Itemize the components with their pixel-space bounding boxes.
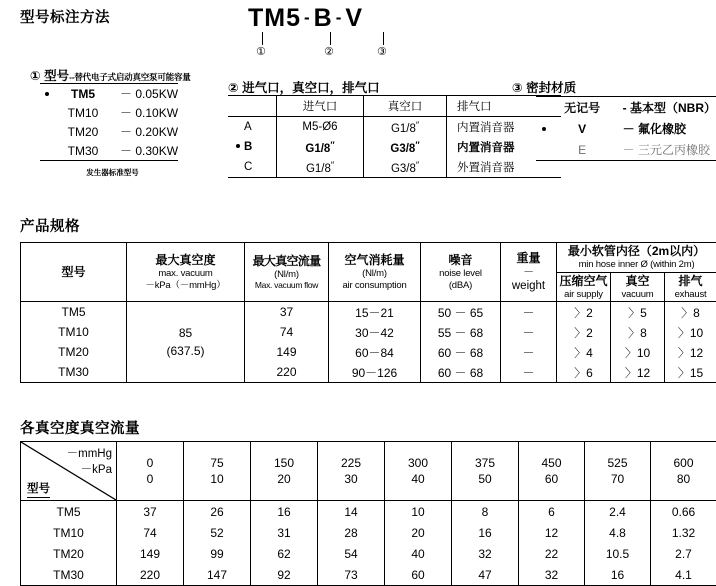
flow-cell-value: 62 <box>251 543 318 564</box>
flow-header-kpa: 0 <box>117 471 184 501</box>
section-title-flow-spec: 各真空度真空流量 <box>20 417 140 438</box>
callout-1-heading <box>30 66 191 84</box>
port-row-vacuum: G1/8″ <box>364 117 447 138</box>
model-code-sep2: - <box>333 8 346 27</box>
port-row-code: B <box>242 137 277 157</box>
flow-cell-value: 0.66 <box>651 501 716 523</box>
leader-line-2 <box>330 32 331 45</box>
model-option-key: TM20 <box>54 122 112 141</box>
page-title-model-method: 型号标注方法 <box>20 6 110 27</box>
spec-cell-noise: 60 － 68 <box>421 362 501 383</box>
flow-cell-value: 52 <box>184 522 251 543</box>
flow-header-row-mmhg <box>21 442 716 472</box>
spec-cell-hose-exhaust: 〉12 <box>665 342 716 362</box>
flow-header-kpa: 50 <box>452 471 519 501</box>
callout-1-marker: ① <box>30 69 41 83</box>
port-header-code <box>242 96 277 117</box>
model-option-footnote: 发生器标准型号 <box>40 167 185 178</box>
model-code-part2: B <box>314 4 333 32</box>
flow-header-kpa: 40 <box>385 471 452 501</box>
seal-option-row[interactable] <box>536 97 716 119</box>
callout-number-3: ③ <box>377 47 387 58</box>
port-header-bullet-spacer <box>228 96 242 117</box>
spec-cell-noise: 55 － 68 <box>421 322 501 342</box>
flow-table-row <box>21 564 716 586</box>
port-row-code: C <box>242 157 277 178</box>
spec-table-row <box>21 342 716 362</box>
model-option-value: － 0.30KW <box>112 141 178 161</box>
model-option-bullet <box>40 103 54 122</box>
seal-option-value: - 基本型（NBR） <box>613 97 716 119</box>
flow-cell-value: 32 <box>452 543 519 564</box>
flow-cell-value: 37 <box>117 501 184 523</box>
flow-header-kpa: 10 <box>184 471 251 501</box>
spec-cell-max-vacuum: 85 (637.5) <box>127 302 245 383</box>
flow-header-mmhg: 150 <box>251 442 318 472</box>
model-option-row[interactable] <box>40 141 178 161</box>
flow-header-kpa: 80 <box>651 471 716 501</box>
spec-header-model: 型号 <box>21 243 127 302</box>
callout-3-title: 密封材质 <box>526 81 576 95</box>
flow-cell-value: 16 <box>452 522 519 543</box>
flow-cell-model: TM5 <box>21 501 117 523</box>
flow-cell-value: 40 <box>385 543 452 564</box>
port-header-vacuum: 真空口 <box>364 96 447 117</box>
flow-cell-value: 74 <box>117 522 184 543</box>
flow-cell-value: 2.4 <box>585 501 651 523</box>
spec-header-noise: 噪音 noise level (dBA) <box>421 243 501 302</box>
model-code-sep1: - <box>301 8 314 27</box>
port-row-inlet: G1/8″ <box>277 137 364 157</box>
leader-line-1 <box>262 32 263 45</box>
flow-cell-value: 16 <box>251 501 318 523</box>
model-option-value: － 0.10KW <box>112 103 178 122</box>
port-row-inlet: G1/8″ <box>277 157 364 178</box>
seal-option-value: － 三元乙丙橡胶 <box>613 139 716 161</box>
seal-option-bullet <box>536 118 552 139</box>
model-option-value: － 0.20KW <box>112 122 178 141</box>
flow-cell-value: 149 <box>117 543 184 564</box>
model-code-part1: TM5 <box>248 4 301 32</box>
seal-option-bullet <box>536 139 552 161</box>
flow-cell-value: 32 <box>519 564 585 586</box>
model-code-banner <box>248 4 363 33</box>
spec-cell-hose-exhaust: 〉15 <box>665 362 716 383</box>
spec-cell-flow: 220 <box>245 362 329 383</box>
spec-header-hose-vacuum: 真空 vacuum <box>611 272 665 302</box>
model-option-row[interactable] <box>40 84 178 104</box>
port-row-code: A <box>242 117 277 138</box>
spec-table-row <box>21 322 716 342</box>
port-table-row[interactable] <box>228 157 561 178</box>
flow-cell-value: 31 <box>251 522 318 543</box>
spec-header-hose-exhaust: 排气 exhaust <box>665 272 716 302</box>
port-row-vacuum: G3/8″ <box>364 157 447 178</box>
spec-cell-weight: － <box>501 322 557 342</box>
spec-table-row <box>21 362 716 383</box>
spec-header-weight: 重量 － weight <box>501 243 557 302</box>
port-option-table <box>228 95 561 178</box>
flow-table-row <box>21 543 716 564</box>
seal-option-row[interactable] <box>536 139 716 161</box>
flow-cell-model: TM10 <box>21 522 117 543</box>
spec-header-air-consumption: 空气消耗量 (Nl/m) air consumption <box>329 243 421 302</box>
spec-cell-hose-air: 〉2 <box>557 322 611 342</box>
spec-cell-noise: 60 － 68 <box>421 342 501 362</box>
flow-header-mmhg: 75 <box>184 442 251 472</box>
flow-cell-value: 6 <box>519 501 585 523</box>
flow-cell-value: 10 <box>385 501 452 523</box>
model-option-bullet <box>40 122 54 141</box>
flow-header-mmhg: 225 <box>318 442 385 472</box>
flow-cell-model: TM20 <box>21 543 117 564</box>
flow-cell-value: 4.1 <box>651 564 716 586</box>
model-option-table <box>40 83 178 161</box>
flow-cell-value: 28 <box>318 522 385 543</box>
flow-cell-value: 1.32 <box>651 522 716 543</box>
flow-cell-value: 14 <box>318 501 385 523</box>
seal-option-key: 无记号 <box>552 97 613 119</box>
spec-cell-noise: 50 － 65 <box>421 302 501 323</box>
leader-line-3 <box>383 32 384 45</box>
spec-cell-hose-exhaust: 〉10 <box>665 322 716 342</box>
spec-cell-flow: 149 <box>245 342 329 362</box>
flow-header-kpa: 30 <box>318 471 385 501</box>
spec-cell-flow: 74 <box>245 322 329 342</box>
flow-header-mmhg: 300 <box>385 442 452 472</box>
callout-1-title: 型号 <box>44 69 69 83</box>
port-header-inlet: 进气口 <box>277 96 364 117</box>
flow-cell-value: 10.5 <box>585 543 651 564</box>
callout-number-1: ① <box>256 47 266 58</box>
callout-2-heading <box>228 78 380 96</box>
callout-2-title: 进气口，真空口，排气口 <box>242 81 380 95</box>
spec-cell-model: TM30 <box>21 362 127 383</box>
spec-header-hose-air: 压缩空气 air supply <box>557 272 611 302</box>
callout-3-marker: ③ <box>512 81 523 95</box>
seal-option-value: － 氟化橡胶 <box>613 118 716 139</box>
flow-header-mmhg: 375 <box>452 442 519 472</box>
spec-cell-model: TM20 <box>21 342 127 362</box>
flow-table-row <box>21 522 716 543</box>
flow-header-kpa: 20 <box>251 471 318 501</box>
port-row-bullet <box>228 157 242 178</box>
flow-cell-value: 73 <box>318 564 385 586</box>
model-option-row[interactable] <box>40 122 178 141</box>
seal-option-row[interactable] <box>536 118 716 139</box>
vacuum-flow-table <box>20 441 716 586</box>
spec-cell-hose-air: 〉6 <box>557 362 611 383</box>
corner-label-mmhg: －mmHg <box>67 445 112 461</box>
callout-number-2: ② <box>324 47 334 58</box>
spec-cell-air: 60－84 <box>329 342 421 362</box>
corner-label-kpa: －kPa <box>81 461 112 477</box>
spec-table-row <box>21 302 716 323</box>
spec-cell-hose-air: 〉4 <box>557 342 611 362</box>
spec-cell-weight: － <box>501 362 557 383</box>
model-option-key: TM30 <box>54 141 112 161</box>
spec-header-row-1 <box>21 243 716 273</box>
callout-3-heading <box>512 78 576 96</box>
flow-header-kpa: 70 <box>585 471 651 501</box>
spec-cell-hose-vacuum: 〉10 <box>611 342 665 362</box>
corner-label-model: 型号 <box>27 480 50 498</box>
spec-cell-air: 15－21 <box>329 302 421 323</box>
spec-cell-hose-vacuum: 〉5 <box>611 302 665 323</box>
port-table-row[interactable] <box>228 117 561 138</box>
port-row-inlet: M5-Ø6 <box>277 117 364 138</box>
flow-cell-value: 12 <box>519 522 585 543</box>
flow-header-kpa: 60 <box>519 471 585 501</box>
spec-cell-hose-exhaust: 〉8 <box>665 302 716 323</box>
flow-header-row-kpa <box>21 471 716 501</box>
spec-header-hose-group: 最小软管内径（2m以内） min hose inner Ø (within 2m) <box>557 243 716 273</box>
flow-cell-value: 22 <box>519 543 585 564</box>
spec-cell-weight: － <box>501 342 557 362</box>
flow-cell-value: 26 <box>184 501 251 523</box>
port-row-exhaust: 内置消音器 <box>447 117 562 138</box>
spec-cell-air: 90－126 <box>329 362 421 383</box>
flow-header-mmhg: 450 <box>519 442 585 472</box>
port-table-row[interactable] <box>228 137 561 157</box>
spec-cell-air: 30－42 <box>329 322 421 342</box>
section-title-product-spec: 产品规格 <box>20 215 80 236</box>
flow-cell-value: 54 <box>318 543 385 564</box>
port-row-bullet <box>228 117 242 138</box>
seal-option-table <box>536 96 716 161</box>
flow-cell-value: 99 <box>184 543 251 564</box>
spec-cell-model: TM5 <box>21 302 127 323</box>
seal-option-key: V <box>552 118 613 139</box>
flow-cell-value: 20 <box>385 522 452 543</box>
flow-cell-value: 147 <box>184 564 251 586</box>
spec-cell-weight: － <box>501 302 557 323</box>
flow-cell-value: 60 <box>385 564 452 586</box>
callout-2-marker: ② <box>228 81 239 95</box>
flow-cell-value: 2.7 <box>651 543 716 564</box>
flow-header-mmhg: 600 <box>651 442 716 472</box>
flow-cell-value: 16 <box>585 564 651 586</box>
port-row-exhaust: 内置消音器 <box>447 137 562 157</box>
spec-cell-hose-vacuum: 〉12 <box>611 362 665 383</box>
flow-cell-value: 220 <box>117 564 184 586</box>
spec-cell-hose-vacuum: 〉8 <box>611 322 665 342</box>
flow-table-row <box>21 501 716 523</box>
port-row-bullet <box>228 137 242 157</box>
model-option-row[interactable] <box>40 103 178 122</box>
port-row-vacuum: G3/8″ <box>364 137 447 157</box>
flow-header-mmhg: 525 <box>585 442 651 472</box>
model-option-bullet <box>40 141 54 161</box>
spec-cell-hose-air: 〉2 <box>557 302 611 323</box>
product-spec-table <box>20 242 716 383</box>
spec-cell-flow: 37 <box>245 302 329 323</box>
flow-cell-model: TM30 <box>21 564 117 586</box>
spec-cell-model: TM10 <box>21 322 127 342</box>
port-table-header-row <box>228 96 561 117</box>
flow-header-mmhg: 0 <box>117 442 184 472</box>
flow-cell-value: 92 <box>251 564 318 586</box>
spec-header-max-vacuum: 最大真空度 max. vacuum －kPa（－mmHg） <box>127 243 245 302</box>
flow-table-corner-cell <box>21 442 117 501</box>
model-option-key: TM5 <box>54 84 112 104</box>
callout-1-subtitle: --替代电子式启动真空泵可能容量 <box>69 72 190 82</box>
flow-cell-value: 8 <box>452 501 519 523</box>
port-header-exhaust: 排气口 <box>447 96 562 117</box>
port-row-exhaust: 外置消音器 <box>447 157 562 178</box>
model-option-value: － 0.05KW <box>112 84 178 104</box>
model-option-bullet <box>40 84 54 104</box>
seal-option-key: E <box>552 139 613 161</box>
model-option-key: TM10 <box>54 103 112 122</box>
spec-header-max-flow: 最大真空流量 (Nl/m) Max. vacuum flow <box>245 243 329 302</box>
flow-cell-value: 4.8 <box>585 522 651 543</box>
flow-cell-value: 47 <box>452 564 519 586</box>
model-code-part3: V <box>345 4 363 32</box>
seal-option-bullet <box>536 97 552 119</box>
